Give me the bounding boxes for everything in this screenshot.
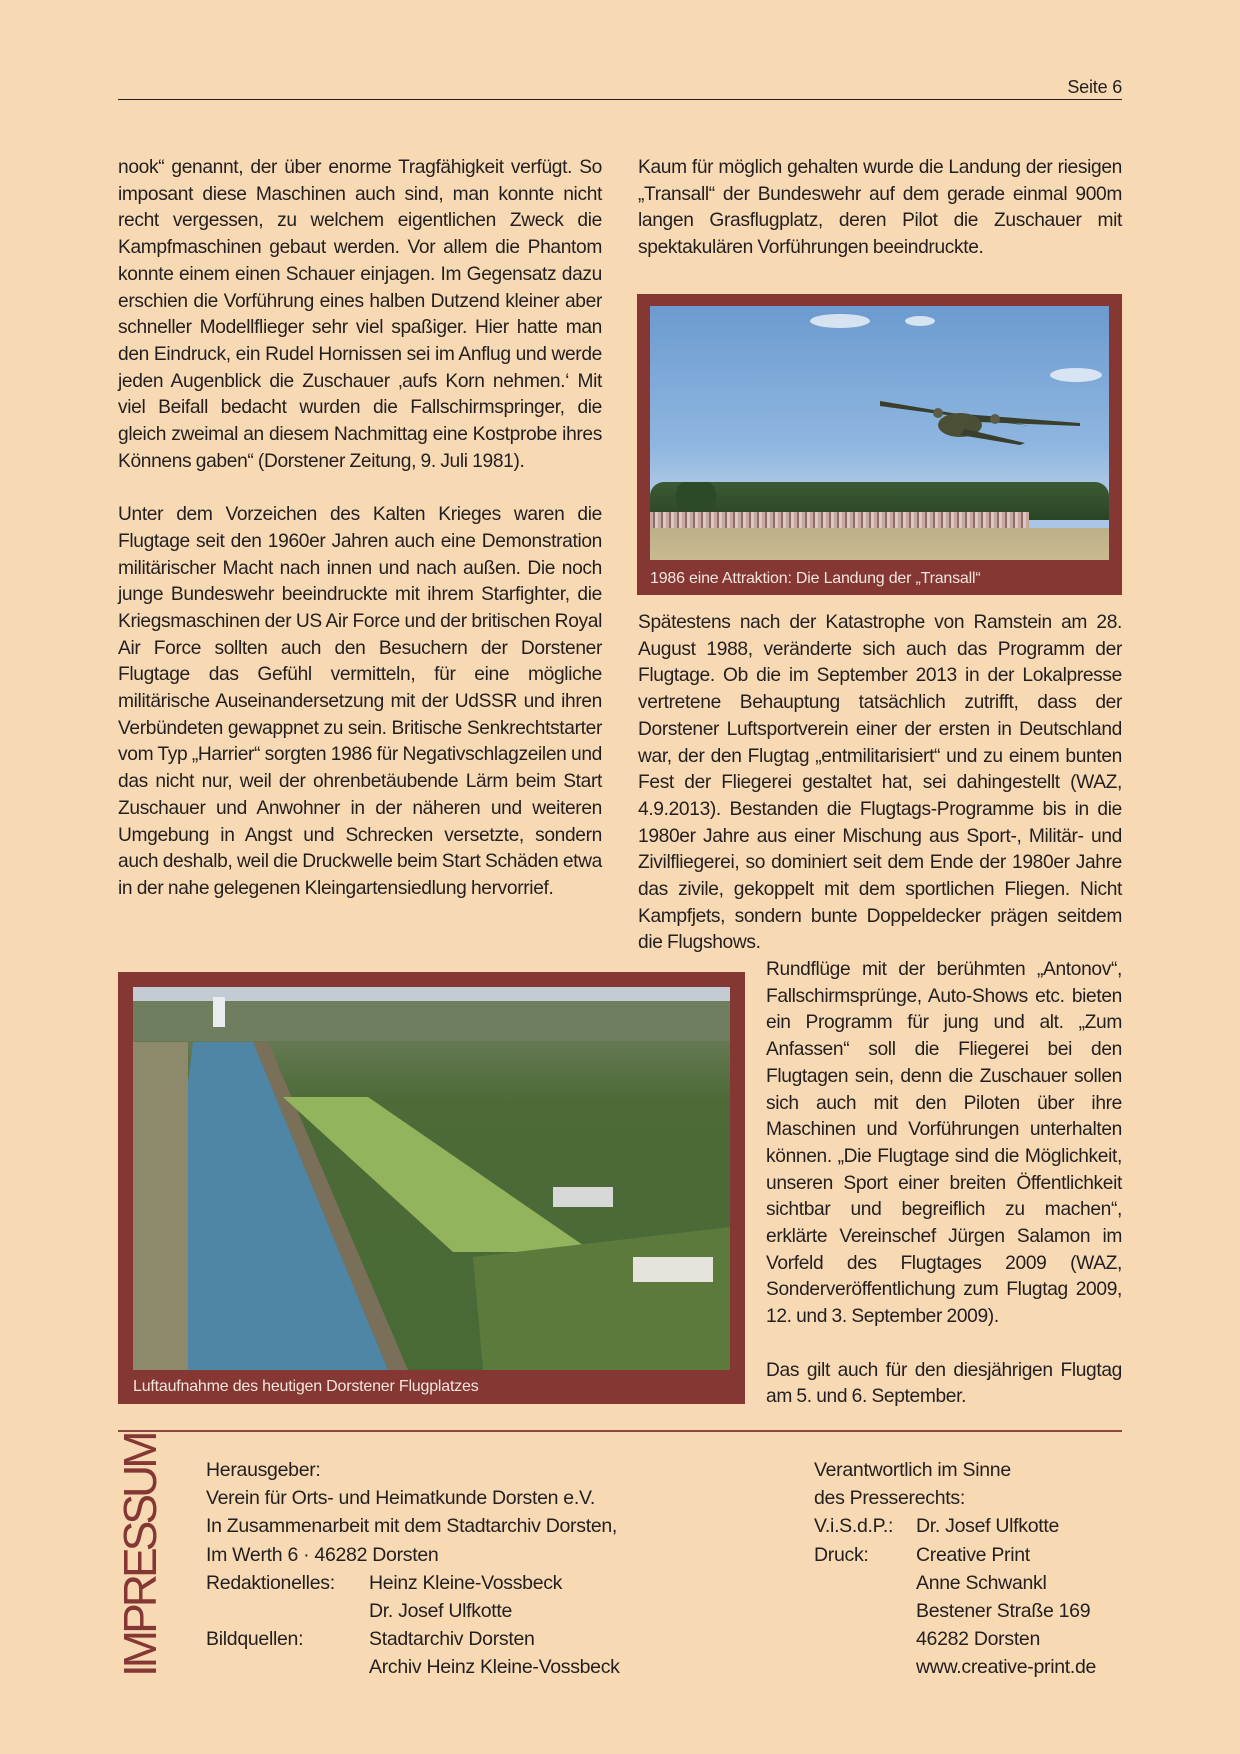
editor: Heinz Kleine-Vossbeck <box>369 1571 563 1594</box>
photo-caption: Luftaufnahme des heutigen Dorstener Flugplatzes <box>133 1378 479 1395</box>
paragraph: Rundflüge mit der berühmten „Antonov“, Fallschirmsprünge, Auto-Shows etc. bieten ein Programm für jung und alt. „Zum Anfassen“ soll die Fliegerei bei den Flugtagen sein, denn die Zuschauer sollen sich auch mit den Piloten über ihre Maschinen und Vorführungen unterhalten können. „Die Flugtage sind die Möglichkeit, unseren Sport einer breiten Öffentlichkeit sichtbar und begreiflich zu machen“, erklärte Vereinschef Jürgen Salamon im Vorfeld des Flugtages 2009 (WAZ, Sonderveröffentlichung zum Flugtag 2009, 12. und 3. September 2009). <box>766 959 1122 1328</box>
publisher-name: Verein für Orts- und Heimatkunde Dorsten e.V. <box>206 1487 595 1510</box>
article-right-intro <box>638 155 1122 262</box>
print-line: Bestener Straße 169 <box>916 1600 1091 1623</box>
article-right-middle <box>638 610 1122 957</box>
airfield-aerial-photo <box>133 987 730 1370</box>
paragraph: Kaum für möglich gehalten wurde die Landung der riesigen „Transall“ der Bundeswehr auf dem gerade einmal 900m langen Grasflugplatz, deren Pilot die Zuschauer mit spektakulären Vorführungen beeindruckte. <box>638 157 1122 259</box>
print-line: 46282 Dorsten <box>916 1628 1041 1651</box>
article-right-narrow <box>766 957 1122 1411</box>
publisher-address: Im Werth 6 · 46282 Dorsten <box>206 1543 439 1566</box>
printer-website-link[interactable]: www.creative-print.de <box>916 1656 1097 1679</box>
transall-landing-photo <box>650 306 1109 560</box>
paragraph: Spätestens nach der Katastrophe von Ramstein am 28. August 1988, veränderte sich auch das Programm der Flugtage. Ob die im September 2013 in der Lokalpresse vertretene Behauptung tatsächlich zutrifft, dass der Dorstener Luftsportverein einer der ersten in Deutschland war, der den Flugtag „entmilitarisiert“ und zu einem bunten Fest der Fliegerei gestaltet hat, sei dahingestellt (WAZ, 4.9.2013). Bestanden die Flugtags-Programme bis in die 1980er Jahre aus einer Mischung aus Sport-, Militär- und Zivilfliegerei, so dominiert seit dem Ende der 1980er Jahre das zivile, gekoppelt mit dem sportlichen Fliegen. Nicht Kampfjets, sondern bunte Doppeldecker prägen seitdem die Flugshows. <box>638 612 1122 954</box>
editor: Dr. Josef Ulfkotte <box>369 1600 513 1623</box>
transall-aircraft-icon <box>880 401 1090 446</box>
impressum-responsible-block <box>814 1456 1096 1682</box>
image-source: Stadtarchiv Dorsten <box>369 1628 535 1651</box>
publisher-label: Herausgeber: <box>206 1459 321 1481</box>
transall-photo-figure <box>637 294 1122 595</box>
visdp-label: V.i.S.d.P.: <box>814 1515 894 1538</box>
paragraph: nook“ genannt, der über enorme Tragfähigkeit verfügt. So imposant diese Maschinen auch sind, man konnte nicht recht vergessen, zu welchem eigentlichen Zweck die Kampfmaschinen gebaut werden. Vor allem die Phantom konnte einem einen Schauer einjagen. Im Gegensatz dazu erschien die Vorführung eines halben Dutzend kleiner aber schneller Modellflieger sehr viel spaßiger. Hier hatte man den Eindruck, ein Rudel Hornissen sei im Anflug und werde jeden Augenblick die Zuschauer ‚aufs Korn nehmen.‘ Mit viel Beifall bedacht wurden die Fallschirmspringer, die gleich zweimal an diesem Nachmittag eine Kostprobe ihres Könnens gaben“ (Dorstener Zeitung, 9. Juli 1981). <box>118 157 602 472</box>
visdp-name: Dr. Josef Ulfkotte <box>916 1515 1060 1538</box>
cooperation-line: In Zusammenarbeit mit dem Stadtarchiv Dorsten, <box>206 1515 618 1538</box>
paragraph: Unter dem Vorzeichen des Kalten Krieges waren die Flugtage seit den 1960er Jahren auch eine Demonstration militärischer Macht nach innen und nach außen. Die noch junge Bundeswehr beeindruckte mit ihrem Starfighter, die Kriegsmaschinen der US Air Force und der britischen Royal Air Force sollten auch den Besuchern der Dorstener Flugtage das Gefühl vermitteln, für eine mögliche militärische Auseinandersetzung mit der UdSSR und ihren Verbündeten gewappnet zu sein. Britische Senkrechtstarter vom Typ „Harrier“ sorgten 1986 für Negativschlagzeilen und das nicht nur, weil der ohrenbetäubende Lärm beim Start Zuschauer und Anwohner in der näheren und weiteren Umgebung in Angst und Schrecken versetzte, sondern auch deshalb, weil die Druckwelle beim Start Schäden etwa in der nahe gelegenen Kleingartensiedlung hervorrief. <box>118 504 602 899</box>
image-sources-label: Bildquellen: <box>206 1628 304 1651</box>
image-source: Archiv Heinz Kleine-Vossbeck <box>369 1656 620 1679</box>
responsible-heading-cont: des Presserechts: <box>814 1487 965 1510</box>
airfield-photo-figure <box>118 972 745 1404</box>
article-left-column <box>118 155 602 903</box>
impressum-publisher-block <box>206 1456 620 1682</box>
print-line: Creative Print <box>916 1543 1030 1566</box>
impressum-title: IMPRESSUM <box>114 1434 166 1677</box>
responsible-heading: Verantwortlich im Sinne <box>814 1459 1011 1481</box>
photo-caption: 1986 eine Attraktion: Die Landung der „Transall“ <box>650 570 981 587</box>
print-label: Druck: <box>814 1543 869 1566</box>
paragraph: Das gilt auch für den diesjährigen Flugtag am 5. und 6. September. <box>766 1359 1122 1408</box>
editorial-label: Redaktionelles: <box>206 1571 335 1594</box>
header-rule <box>118 99 1122 100</box>
print-line: Anne Schwankl <box>916 1571 1047 1594</box>
impressum-divider <box>118 1430 1122 1432</box>
page-number: Seite 6 <box>1067 77 1122 97</box>
